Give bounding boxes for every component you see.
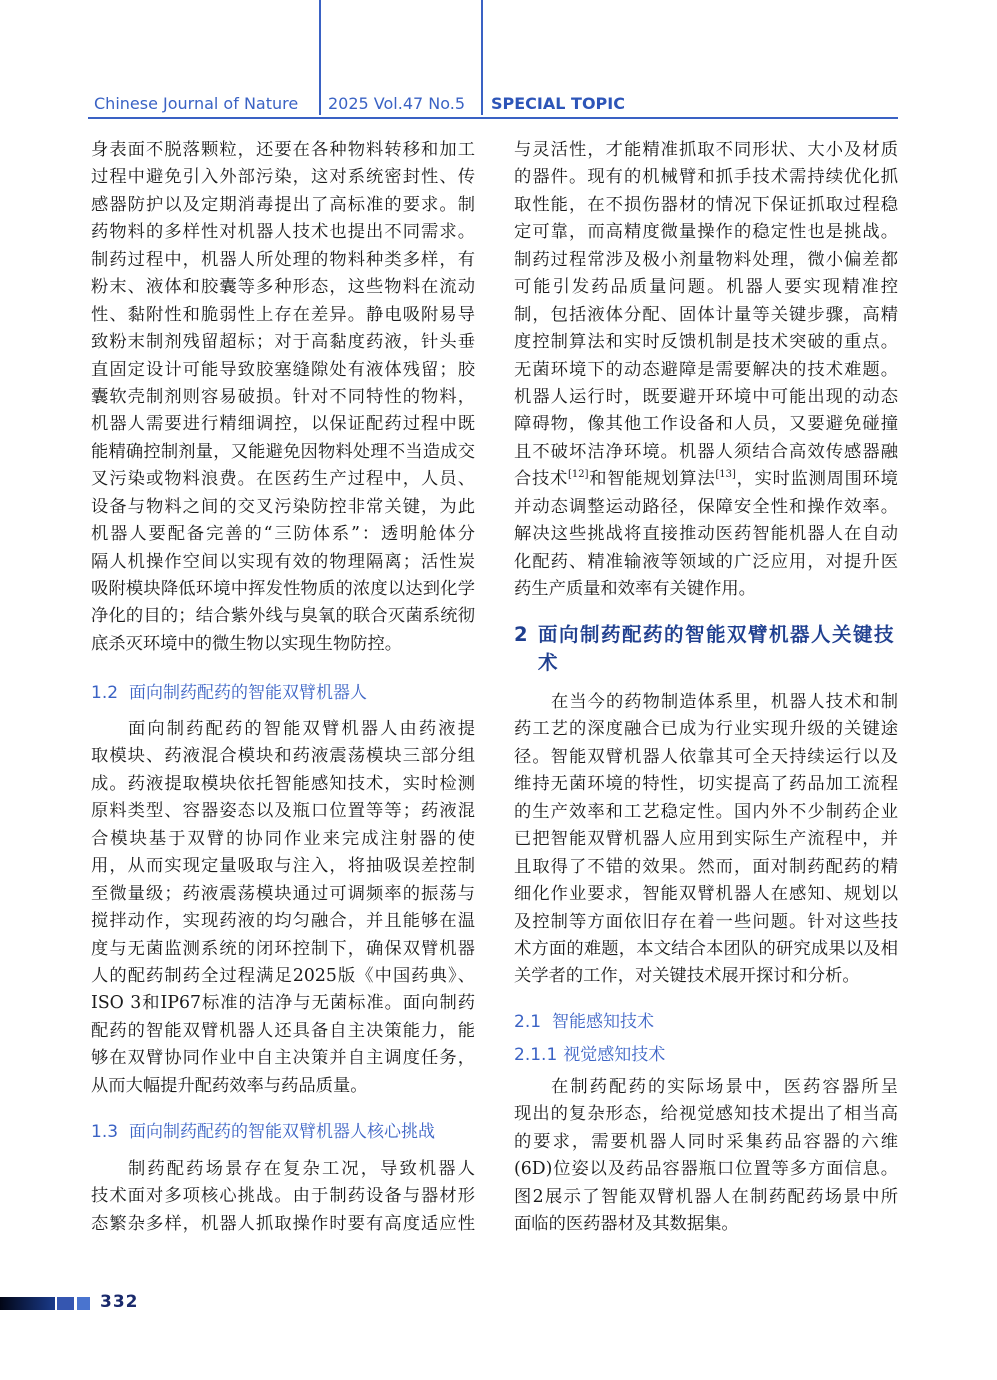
text-line: 与灵活性，才能精准抓取不同形状、大小及材质 <box>514 140 898 160</box>
text-line: 的生产效率和工艺稳定性。国内外不少制药企业 <box>514 801 898 822</box>
text-line: 面向制药配药的智能双臂机器人由药液提 <box>128 719 475 739</box>
text-line: 底杀灭环境中的微生物以实现生物防控。 <box>91 633 403 654</box>
text-line: 可能引发药品质量问题。机器人要实现精准控 <box>514 277 898 298</box>
citation-ref[interactable]: [12] <box>568 469 589 481</box>
text-line: 药工艺的深度融合已成为行业实现升级的关键途 <box>514 719 898 740</box>
text-line: 制药过程常涉及极小剂量物料处理，微小偏差都 <box>514 249 898 270</box>
text-line: 感器防护以及定期消毒提出了高标准的要求。制 <box>91 194 475 215</box>
text-line: 制药配药场景存在复杂工况，导致机器人 <box>128 1159 475 1179</box>
text-line: 囊软壳制剂则容易破损。针对不同特性的物料， <box>91 386 475 407</box>
text-line: 合模块基于双臂的协同作业来完成注射器的使 <box>91 828 475 849</box>
heading-text: 视觉感知技术 <box>563 1045 666 1065</box>
chapter-heading-2 <box>514 621 904 677</box>
text-line: 技术面对多项核心挑战。由于制药设备与器材形 <box>91 1186 475 1207</box>
section-heading-2-1 <box>514 1007 654 1032</box>
text-line: 图2展示了智能双臂机器人在制药配药场景中所 <box>514 1186 898 1207</box>
heading-text: 智能感知技术 <box>552 1012 654 1032</box>
text-line: 现出的复杂形态，给视觉感知技术提出了相当高 <box>514 1104 898 1125</box>
footer-square <box>77 1297 90 1310</box>
text-line: 且不破坏洁净环境。机器人须结合高效传感器融 <box>514 441 898 462</box>
text-line: 化配药、精准输液等领域的广泛应用，对提升医 <box>514 551 898 572</box>
text-line: 在制药配药的实际场景中，医药容器所呈 <box>551 1077 898 1097</box>
text-line: 药生产质量和效率有关键作用。 <box>514 579 756 599</box>
heading-text: 面向制药配药的智能双臂机器人核心挑战 <box>129 1122 435 1142</box>
text-line: 无菌环境下的动态避障是需要解决的技术难题。 <box>514 359 898 380</box>
paragraph <box>514 1074 898 1239</box>
heading-number: 1.3 <box>91 1122 119 1142</box>
paragraph <box>514 689 898 991</box>
text-line: 人的配药制药全过程满足2025版《中国药典》、 <box>91 965 475 986</box>
text-line: 致粉末制剂残留超标；对于高黏度药液，针头垂 <box>91 332 475 353</box>
text-line: 面临的医药器材及其数据集。 <box>514 1214 739 1235</box>
text-line: 径。智能双臂机器人依靠其可全天持续运行以及 <box>514 746 898 767</box>
section-heading-1-3 <box>91 1117 435 1142</box>
text-line: 从而大幅提升配药效率与药品质量。 <box>91 1075 368 1096</box>
header-divider <box>481 0 483 115</box>
paragraph <box>514 137 898 603</box>
text-line: 机器人需要进行精细调控，以保证配药过程中既 <box>91 414 475 435</box>
text-line: 配药的智能双臂机器人还具备自主决策能力，能 <box>91 1020 475 1041</box>
text-segment: 合技术 <box>514 469 569 490</box>
text-line: 过程中避免引入外部污染，这对系统密封性、传 <box>91 167 475 188</box>
text-line: 原料类型、容器姿态以及瓶口位置等等；药液混 <box>91 801 475 822</box>
text-line: 细化作业要求，智能双臂机器人在感知、规划以 <box>514 884 898 905</box>
text-line: 设备与物料之间的交叉污染防控非常关键，为此 <box>91 496 475 517</box>
text-line: 的器件。现有的机械臂和抓手技术需持续优化抓 <box>514 167 898 188</box>
text-line: 机器人要配备完善的“三防体系”：透明舱体分 <box>91 524 475 545</box>
text-line: (6D)位姿以及药品容器瓶口位置等多方面信息。 <box>514 1159 898 1180</box>
text-line: 机器人运行时，既要避开环境中可能出现的动态 <box>514 386 898 407</box>
text-line: 制，包括液体分配、固体计量等关键步骤，高精 <box>514 304 898 325</box>
section-heading-1-2 <box>91 678 367 703</box>
header-divider <box>319 0 321 115</box>
text-line: 已把智能双臂机器人应用到实际生产流程中，并 <box>514 829 898 850</box>
text-line: 叉污染或物料浪费。在医药生产过程中，人员、 <box>91 469 475 490</box>
text-line: 取模块、药液混合模块和药液震荡模块三部分组 <box>91 746 475 767</box>
text-line: 并动态调整运动路径，保障安全性和操作效率。 <box>514 496 898 517</box>
text-line: 解决这些挑战将直接推动医药智能机器人在自动 <box>514 524 898 545</box>
text-line: 用，从而实现定量吸取与注入，将抽吸误差控制 <box>91 856 475 877</box>
header-rule <box>88 117 898 119</box>
text-line: 术方面的难题，本文结合本团队的研究成果以及相 <box>514 938 898 959</box>
paragraph <box>91 1156 475 1238</box>
footer-gradient-bar <box>0 1297 55 1310</box>
text-line: 态繁杂多样，机器人抓取操作时要有高度适应性 <box>91 1213 475 1234</box>
citation-ref[interactable]: [13] <box>715 469 736 481</box>
text-line: 的要求，需要机器人同时采集药品容器的六维 <box>514 1131 898 1152</box>
section-heading-2-1-1 <box>514 1040 665 1065</box>
journal-name: Chinese Journal of Nature <box>94 94 299 113</box>
text-line: 身表面不脱落颗粒，还要在各种物料转移和加工 <box>91 140 475 160</box>
text-line: 成。药液提取模块依托智能感知技术，实时检测 <box>91 773 475 794</box>
section-label: SPECIAL TOPIC <box>491 94 625 113</box>
text-line: 吸附模块降低环境中挥发性物质的浓度以达到化学 <box>91 579 475 599</box>
text-line: 在当今的药物制造体系里，机器人技术和制 <box>551 692 898 712</box>
heading-number: 2 <box>514 623 528 646</box>
text-line: 直固定设计可能导致胶塞缝隙处有液体残留；胶 <box>91 359 475 380</box>
text-line: 及控制等方面依旧存在着一些问题。针对这些技 <box>514 911 898 932</box>
footer-square <box>57 1297 74 1310</box>
text-line: 取性能，在不损伤器材的情况下保证抓取过程稳 <box>514 194 898 215</box>
text-line: 药物料的多样性对机器人技术也提出不同需求。 <box>91 222 475 243</box>
text-line: 搅拌动作，实现药液的均匀融合，并且能够在温 <box>91 911 475 932</box>
text-line: 障碍物，像其他工作设备和人员，又要避免碰撞 <box>514 414 898 435</box>
page-number: 332 <box>100 1292 139 1312</box>
heading-number: 2.1.1 <box>514 1045 558 1065</box>
heading-text: 面向制药配药的智能双臂机器人关键技术 <box>538 623 896 674</box>
text-segment: ，实时监测周围环境 <box>735 469 898 490</box>
text-line: 净化的目的；结合紫外线与臭氧的联合灭菌系统彻 <box>91 606 475 627</box>
text-line: 能精确控制剂量，又能避免因物料处理不当造成交 <box>91 441 475 462</box>
text-line: 性、黏附性和脆弱性上存在差异。静电吸附易导 <box>91 304 475 325</box>
heading-number: 2.1 <box>514 1012 542 1032</box>
text-line <box>514 466 898 493</box>
paragraph <box>91 137 475 658</box>
text-line: 关学者的工作，对关键技术展开探讨和分析。 <box>514 966 860 987</box>
heading-text: 面向制药配药的智能双臂机器人 <box>129 683 367 703</box>
text-line: 制药过程中，机器人所处理的物料种类多样，有 <box>91 249 475 270</box>
heading-number: 1.2 <box>91 683 119 703</box>
text-line: 至微量级；药液震荡模块通过可调频率的振荡与 <box>91 883 475 904</box>
text-line: 度控制算法和实时反馈机制是技术突破的重点。 <box>514 332 898 353</box>
text-line: 定可靠，而高精度微量操作的稳定性也是挑战。 <box>514 222 898 243</box>
text-line: 粉末、液体和胶囊等多种形态，这些物料在流动 <box>91 277 475 298</box>
text-segment: 和智能规划算法 <box>588 469 716 490</box>
text-line: 且取得了不错的效果。然而，面对制药配药的精 <box>514 856 898 877</box>
text-line: 度与无菌监测系统的闭环控制下，确保双臂机器 <box>91 938 475 959</box>
text-line: 够在双臂协同作业中自主决策并自主调度任务， <box>91 1048 475 1069</box>
text-line: 维持无菌环境的特性，切实提高了药品加工流程 <box>514 774 898 795</box>
text-line: 隔人机操作空间以实现有效的物理隔离；活性炭 <box>91 551 475 572</box>
issue-info: 2025 Vol.47 No.5 <box>328 94 466 113</box>
paragraph <box>91 716 475 1100</box>
text-line: ISO 3和IP67标准的洁净与无菌标准。面向制药 <box>91 993 475 1014</box>
